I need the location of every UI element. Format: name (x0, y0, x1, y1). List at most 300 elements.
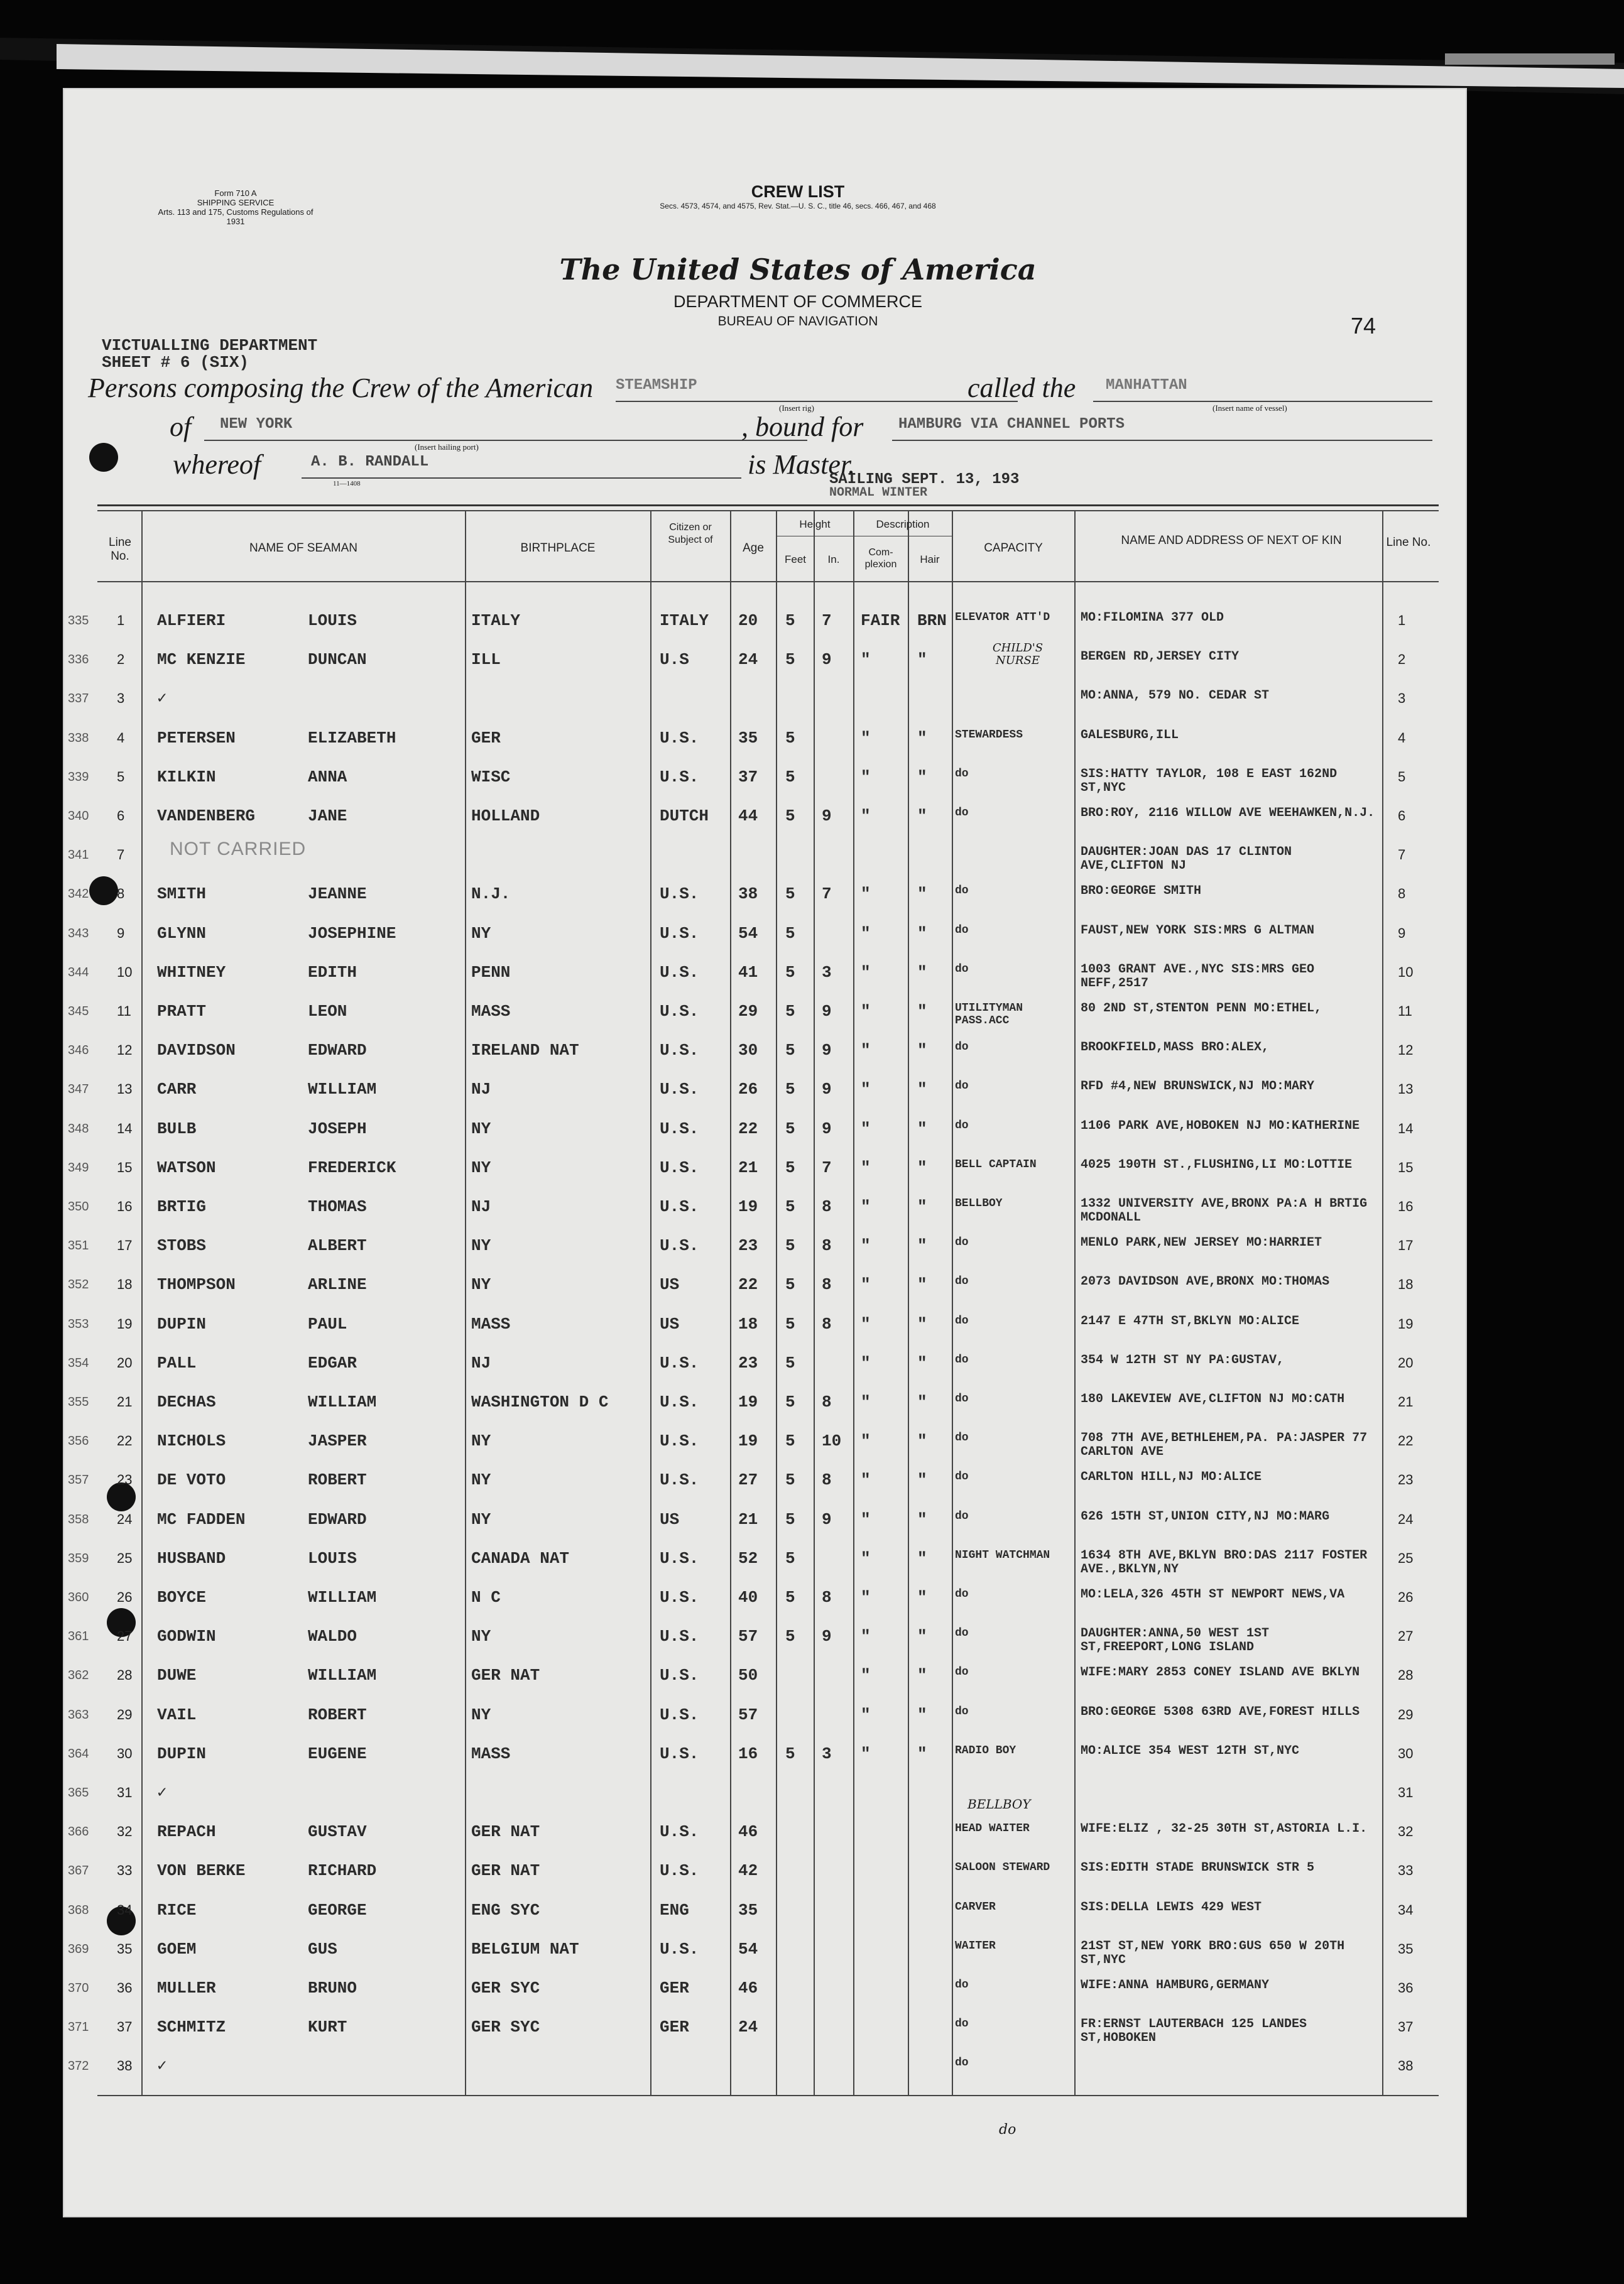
line-number: 8 (117, 886, 125, 902)
line-number-right: 10 (1398, 964, 1414, 980)
seaman-first-name: JEANNE (308, 884, 367, 904)
height-inches: 8 (822, 1197, 832, 1216)
line-number-right: 38 (1398, 2058, 1414, 2074)
table-row (63, 1158, 1467, 1197)
line-number: 29 (117, 1706, 133, 1722)
line-number-right: 34 (1398, 1901, 1414, 1918)
line-number: 2 (117, 651, 125, 668)
capacity: do (955, 962, 969, 976)
margin-number: 369 (68, 1942, 89, 1956)
age: 24 (738, 650, 758, 670)
seaman-last-name: DUPIN (157, 1744, 207, 1763)
next-of-kin: MENLO PARK,NEW JERSEY MO:HARRIET (1081, 1236, 1322, 1251)
seaman-last-name: KILKIN (157, 767, 216, 786)
margin-number: 365 (68, 1786, 89, 1800)
citizenship: GER (660, 2018, 689, 2037)
birthplace: N C (471, 1588, 501, 1607)
next-of-kin: 4025 190TH ST.,FLUSHING,LI MO:LOTTIE (1081, 1157, 1353, 1172)
line-number: 28 (117, 1667, 133, 1683)
table-row (63, 1901, 1467, 1940)
seaman-first-name: WILLIAM (308, 1080, 377, 1099)
seaman-last-name: THOMPSON (157, 1275, 236, 1295)
line-number-right: 16 (1398, 1199, 1414, 1214)
margin-number: 356 (68, 1434, 89, 1449)
hair: " (917, 1432, 927, 1451)
margin-number: 348 (68, 1121, 89, 1136)
hair: " (917, 1158, 927, 1177)
capacity: do (955, 1041, 969, 1054)
age: 38 (738, 884, 758, 904)
seaman-last-name: PETERSEN (157, 728, 236, 748)
seaman-last-name: HUSBAND (157, 1548, 226, 1568)
line-number: 9 (117, 925, 125, 941)
table-row (63, 1393, 1467, 1432)
line-number-right: 19 (1398, 1315, 1414, 1332)
form-number: Form 710 A (214, 188, 257, 198)
birthplace: NY (471, 923, 491, 943)
complexion: " (861, 1314, 871, 1334)
complexion: " (861, 1666, 871, 1685)
citizenship: U.S (660, 650, 689, 670)
capacity: do (955, 767, 969, 780)
birthplace: GER SYC (471, 2018, 540, 2037)
height-inches: 9 (822, 1627, 832, 1646)
next-of-kin: SIS:HATTY TAYLOR, 108 E EAST 162ND ST,NYC (1081, 766, 1338, 795)
capacity: do (955, 1080, 969, 1093)
table-row (63, 1783, 1467, 1822)
line-number-right: 31 (1398, 1785, 1414, 1800)
height-inches: 7 (822, 884, 832, 904)
complexion: " (861, 1432, 871, 1451)
seaman-first-name: KURT (308, 2018, 347, 2037)
line-number: 7 (117, 847, 125, 863)
hair: " (917, 1314, 927, 1334)
height-feet: 5 (785, 1314, 795, 1334)
margin-number: 353 (68, 1317, 89, 1331)
next-of-kin: FAUST,NEW YORK SIS:MRS G ALTMAN (1081, 923, 1315, 938)
capacity: do (955, 1275, 969, 1288)
seaman-last-name: WHITNEY (157, 962, 226, 982)
citizenship: ENG (660, 1900, 689, 1920)
bellboy-note: BELLBOY (967, 1797, 1031, 1812)
header-complexion: Com-plexion (864, 547, 897, 570)
seaman-last-name: DAVIDSON (157, 1041, 236, 1060)
line-number-right: 27 (1398, 1628, 1414, 1645)
line-number: 10 (117, 964, 133, 980)
height-feet: 5 (785, 884, 795, 904)
seaman-first-name: GUSTAV (308, 1822, 367, 1842)
age: 44 (738, 807, 758, 825)
line-number-right: 21 (1398, 1394, 1414, 1410)
line-number: 35 (117, 1940, 133, 1957)
table-top-rule (97, 504, 1439, 506)
is-master-label: is Master. (748, 449, 856, 480)
of-label: of (170, 411, 192, 442)
seaman-last-name: WATSON (157, 1158, 216, 1177)
line-number: 27 (117, 1628, 133, 1645)
hair: " (917, 1666, 927, 1685)
citizenship: U.S. (660, 1041, 699, 1060)
height-feet: 5 (785, 1275, 795, 1295)
age: 54 (738, 1939, 758, 1959)
next-of-kin: BRO:GEORGE SMITH (1081, 884, 1202, 899)
seaman-last-name: VANDENBERG (157, 807, 256, 825)
complexion: " (861, 1197, 871, 1216)
height-feet: 5 (785, 1002, 795, 1021)
seaman-first-name: EDITH (308, 962, 357, 982)
line-number: 18 (117, 1276, 133, 1293)
citizenship: U.S. (660, 1158, 699, 1177)
line-number-right: 6 (1398, 808, 1406, 824)
citizenship: ITALY (660, 611, 709, 630)
hair: " (917, 1080, 927, 1099)
seaman-last-name: GLYNN (157, 923, 207, 943)
next-of-kin: DAUGHTER:ANNA,50 WEST 1ST ST,FREEPORT,LONG ISLAND (1081, 1626, 1270, 1655)
line-number: 31 (117, 1785, 133, 1800)
height-feet: 5 (785, 1627, 795, 1646)
seaman-last-name: GOEM (157, 1939, 197, 1959)
table-row (63, 768, 1467, 807)
capacity: CARVER (955, 1900, 996, 1913)
department-heading: DEPARTMENT OF COMMERCE (673, 292, 923, 311)
height-inches: 8 (822, 1314, 832, 1334)
next-of-kin: GALESBURG,ILL (1081, 727, 1179, 742)
header-hair: Hair (920, 553, 940, 565)
birthplace: IRELAND NAT (471, 1041, 579, 1060)
age: 19 (738, 1197, 758, 1216)
birthplace: GER (471, 728, 501, 748)
margin-number: 366 (68, 1825, 89, 1839)
height-feet: 5 (785, 1471, 795, 1490)
typed-sheet: SHEET # 6 (SIX) (102, 353, 249, 372)
line-number-right: 11 (1398, 1003, 1412, 1019)
height-feet: 5 (785, 1393, 795, 1411)
complexion: " (861, 884, 871, 904)
table-row (63, 1471, 1467, 1509)
citizenship: U.S. (660, 1432, 699, 1451)
seaman-last-name: DE VOTO (157, 1471, 226, 1490)
complexion: FAIR (861, 611, 900, 630)
header-line-no: Line No. (109, 536, 131, 563)
title-block (628, 182, 967, 211)
next-of-kin: 180 LAKEVIEW AVE,CLIFTON NJ MO:CATH (1081, 1392, 1345, 1406)
height-inches: 8 (822, 1236, 832, 1256)
line-number-right: 35 (1398, 1940, 1414, 1957)
capacity: do (955, 1119, 969, 1132)
header-name: NAME OF SEAMAN (249, 541, 358, 555)
citizenship: U.S. (660, 1822, 699, 1842)
table-row (63, 1666, 1467, 1705)
seaman-first-name: JOSEPHINE (308, 923, 396, 943)
age: 29 (738, 1002, 758, 1021)
seaman-first-name: EDWARD (308, 1509, 367, 1529)
line-number: 17 (117, 1237, 133, 1254)
hair: " (917, 1588, 927, 1607)
margin-number: 361 (68, 1629, 89, 1644)
birthplace: MASS (471, 1314, 511, 1334)
childs-nurse-note: CHILD'S NURSE (992, 641, 1044, 667)
next-of-kin: 80 2ND ST,STENTON PENN MO:ETHEL, (1081, 1001, 1322, 1016)
height-feet: 5 (785, 650, 795, 670)
height-feet: 5 (785, 807, 795, 825)
header-bottom-rule (97, 581, 1439, 582)
seaman-first-name: BRUNO (308, 1979, 357, 1998)
birthplace: PENN (471, 962, 511, 982)
hair: " (917, 884, 927, 904)
height-inches: 9 (822, 807, 832, 825)
birthplace: ENG SYC (471, 1900, 540, 1920)
birthplace: ITALY (471, 611, 521, 630)
complexion: " (861, 962, 871, 982)
complexion: " (861, 1627, 871, 1646)
complexion: " (861, 1275, 871, 1295)
line-number-right: 8 (1398, 886, 1406, 902)
hair: " (917, 1353, 927, 1373)
birthplace: NY (471, 1158, 491, 1177)
seaman-last-name: DECHAS (157, 1393, 216, 1411)
complexion: " (861, 1002, 871, 1021)
line-number-right: 9 (1398, 925, 1406, 941)
birthplace: NY (471, 1432, 491, 1451)
hair: " (917, 1236, 927, 1256)
citizenship: U.S. (660, 1627, 699, 1646)
birthplace: NY (471, 1471, 491, 1490)
capacity: do (955, 1432, 969, 1445)
destination: HAMBURG VIA CHANNEL PORTS (898, 416, 1125, 433)
bound-for-label: , bound for (741, 411, 864, 442)
line-number-right: 3 (1398, 690, 1406, 707)
table-row (63, 924, 1467, 963)
height-inches: 8 (822, 1471, 832, 1490)
height-feet: 5 (785, 923, 795, 943)
age: 20 (738, 611, 758, 630)
line-number-right: 25 (1398, 1550, 1414, 1566)
seaman-first-name: ELIZABETH (308, 728, 396, 748)
line-number: 26 (117, 1589, 133, 1605)
margin-number: 344 (68, 965, 89, 979)
age: 19 (738, 1432, 758, 1451)
next-of-kin: MO:ALICE 354 WEST 12TH ST,NYC (1081, 1743, 1300, 1758)
birthplace: MASS (471, 1002, 511, 1021)
next-of-kin: WIFE:MARY 2853 CONEY ISLAND AVE BKLYN (1081, 1665, 1360, 1680)
height-inches: 9 (822, 1041, 832, 1060)
seaman-first-name: THOMAS (308, 1197, 367, 1216)
line-number: 32 (117, 1824, 133, 1840)
capacity: SALOON STEWARD (955, 1861, 1050, 1874)
hair: " (917, 923, 927, 943)
hair: " (917, 1119, 927, 1138)
age: 24 (738, 2018, 758, 2037)
seaman-first-name: ARLINE (308, 1275, 367, 1295)
citizenship: U.S. (660, 1744, 699, 1763)
height-feet: 5 (785, 1197, 795, 1216)
margin-number: 347 (68, 1082, 89, 1097)
seaman-first-name: EDWARD (308, 1041, 367, 1060)
height-inches: 9 (822, 1080, 832, 1099)
height-feet: 5 (785, 611, 795, 630)
complexion: " (861, 1158, 871, 1177)
line-number: 12 (117, 1042, 133, 1058)
line-number-right: 36 (1398, 1980, 1414, 1996)
line-number-right: 13 (1398, 1081, 1414, 1097)
height-feet: 5 (785, 767, 795, 786)
table-row (63, 2057, 1467, 2096)
table-row (63, 1744, 1467, 1783)
table-row (63, 1119, 1467, 1158)
crew-list-document (63, 88, 1467, 2217)
complexion: " (861, 767, 871, 786)
age: 26 (738, 1080, 758, 1099)
header-description: Description (876, 518, 930, 530)
line-number: 23 (117, 1472, 133, 1488)
not-carried-note: NOT CARRIED (170, 839, 307, 859)
height-feet: 5 (785, 1509, 795, 1529)
seaman-first-name: JASPER (308, 1432, 367, 1451)
citizenship: US (660, 1509, 680, 1529)
complexion: " (861, 1744, 871, 1763)
age: 37 (738, 767, 758, 786)
port-underline (204, 440, 807, 441)
line-number-right: 15 (1398, 1159, 1414, 1175)
complexion: " (861, 1393, 871, 1411)
next-of-kin: 354 W 12TH ST NY PA:GUSTAV, (1081, 1352, 1285, 1368)
birthplace: NY (471, 1236, 491, 1256)
age: 23 (738, 1353, 758, 1373)
table-row (63, 689, 1467, 728)
complexion: " (861, 650, 871, 670)
table-row (63, 1627, 1467, 1666)
margin-number: 354 (68, 1356, 89, 1370)
line-number: 15 (117, 1159, 133, 1175)
line-number-right: 17 (1398, 1237, 1414, 1254)
height-feet: 5 (785, 1548, 795, 1568)
capacity: do (955, 923, 969, 937)
line-number: 37 (117, 2019, 133, 2035)
age: 54 (738, 923, 758, 943)
next-of-kin: SIS:DELLA LEWIS 429 WEST (1081, 1900, 1262, 1915)
height-inches: 8 (822, 1588, 832, 1607)
height-inches: 3 (822, 1744, 832, 1763)
line-number-right: 2 (1398, 651, 1406, 668)
seaman-first-name: EDGAR (308, 1353, 357, 1373)
line-number-right: 37 (1398, 2019, 1414, 2035)
margin-number: 358 (68, 1512, 89, 1526)
age: 35 (738, 728, 758, 748)
line-number: 20 (117, 1354, 133, 1371)
capacity: do (955, 1588, 969, 1601)
age: 16 (738, 1744, 758, 1763)
punch-hole (89, 443, 118, 472)
next-of-kin: RFD #4,NEW BRUNSWICK,NJ MO:MARY (1081, 1079, 1315, 1094)
header-line-no-right: Line No. (1386, 536, 1431, 549)
table-row (63, 1979, 1467, 2018)
sailing-date: SAILING SEPT. 13, 193 (829, 471, 1020, 488)
margin-number: 367 (68, 1864, 89, 1878)
hair: " (917, 650, 927, 670)
persons-label: Persons composing the Crew of the American (88, 373, 594, 403)
citizenship: US (660, 1314, 680, 1334)
seaman-first-name: EUGENE (308, 1744, 367, 1763)
seaman-last-name: ✓ (157, 2057, 167, 2076)
table-row (63, 1705, 1467, 1744)
capacity: WAITER (955, 1939, 996, 1952)
citizenship: U.S. (660, 1939, 699, 1959)
table-row (63, 1549, 1467, 1588)
birthplace: WASHINGTON D C (471, 1393, 609, 1411)
hair: " (917, 1705, 927, 1724)
capacity: ELEVATOR ATT'D (955, 611, 1050, 624)
citizenship: GER (660, 1979, 689, 1998)
master-underline (302, 477, 741, 479)
age: 57 (738, 1705, 758, 1724)
seaman-first-name: RICHARD (308, 1861, 377, 1881)
seaman-first-name: JOSEPH (308, 1119, 367, 1138)
height-feet: 5 (785, 1119, 795, 1138)
header-birthplace: BIRTHPLACE (520, 541, 596, 555)
birthplace: GER NAT (471, 1822, 540, 1842)
whereof-label: whereof (173, 449, 261, 480)
seaman-last-name: ✓ (157, 1783, 167, 1802)
height-inches: 9 (822, 650, 832, 670)
height-feet: 5 (785, 962, 795, 982)
table-row (63, 1822, 1467, 1861)
hair: " (917, 1002, 927, 1021)
citizenship: U.S. (660, 1119, 699, 1138)
age: 18 (738, 1314, 758, 1334)
next-of-kin: MO:FILOMINA 377 OLD (1081, 611, 1224, 625)
capacity: do (955, 1393, 969, 1405)
line-number-right: 22 (1398, 1433, 1414, 1449)
age: 40 (738, 1588, 758, 1607)
seaman-last-name: BULB (157, 1119, 197, 1138)
capacity: do (955, 1314, 969, 1327)
margin-number: 349 (68, 1160, 89, 1175)
age: 23 (738, 1236, 758, 1256)
line-number-right: 5 (1398, 768, 1406, 785)
header-next-of-kin: NAME AND ADDRESS OF NEXT OF KIN (1121, 534, 1342, 547)
birthplace: NJ (471, 1080, 491, 1099)
header-capacity: CAPACITY (984, 541, 1043, 555)
seaman-first-name: WILLIAM (308, 1588, 377, 1607)
seaman-last-name: SMITH (157, 884, 207, 904)
seaman-first-name: WALDO (308, 1627, 357, 1646)
capacity: STEWARDESS (955, 728, 1023, 741)
next-of-kin: 708 7TH AVE,BETHLEHEM,PA. PA:JASPER 77 CARLTON AVE (1081, 1431, 1368, 1460)
seaman-first-name: ANNA (308, 767, 347, 786)
table-row (63, 1315, 1467, 1354)
line-number: 3 (117, 690, 125, 707)
height-inches: 9 (822, 1119, 832, 1138)
vessel-underline (1093, 401, 1432, 402)
capacity: HEAD WAITER (955, 1822, 1030, 1835)
complexion: " (861, 1041, 871, 1060)
next-of-kin: CARLTON HILL,NJ MO:ALICE (1081, 1470, 1262, 1485)
country-heading: The United States of America (559, 253, 1037, 286)
table-row (63, 1041, 1467, 1080)
seaman-first-name: DUNCAN (308, 650, 367, 670)
hair: " (917, 807, 927, 825)
hair: " (917, 962, 927, 982)
margin-number: 343 (68, 926, 89, 940)
table-row (63, 1510, 1467, 1549)
seaman-last-name: STOBS (157, 1236, 207, 1256)
next-of-kin: 626 15TH ST,UNION CITY,NJ MO:MARG (1081, 1509, 1330, 1524)
hair: " (917, 1548, 927, 1568)
height-inches: 3 (822, 962, 832, 982)
crew-list-title: CREW LIST (751, 182, 845, 201)
birthplace: NY (471, 1509, 491, 1529)
capacity: do (955, 1471, 969, 1484)
